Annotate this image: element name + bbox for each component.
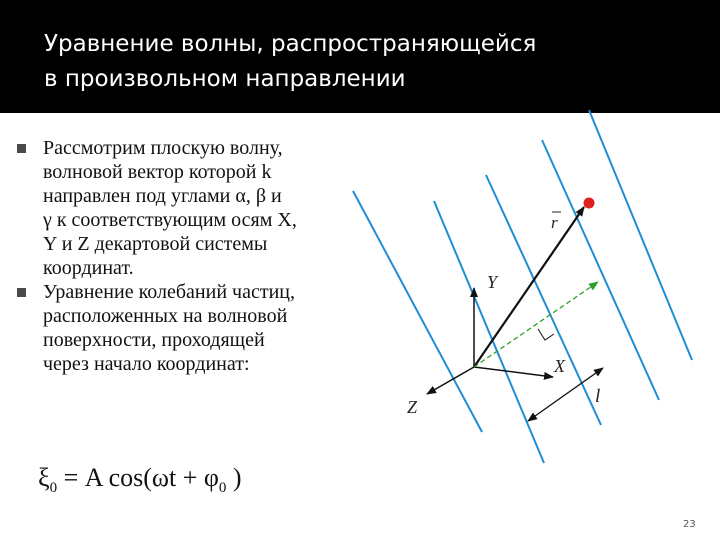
wavefront-line [434, 201, 544, 463]
bullet-line: Y и Z декартовой системы [43, 233, 268, 255]
formula-lhs: ξ [38, 463, 50, 492]
wavefront-line [353, 191, 482, 432]
formula-rhs: = A cos(ωt + φ [57, 463, 219, 492]
bullet-line: γ к соответствующим осям X, [43, 209, 297, 231]
bullet-line: направлен под углами α, β и [43, 185, 282, 207]
slide-title-line: в произвольном направлении [44, 66, 406, 92]
bullet-line: через начало координат: [43, 353, 250, 375]
x-axis-label: X [554, 356, 565, 376]
oscillation-formula [38, 463, 242, 497]
z-axis-label: Z [407, 397, 418, 417]
slide-title-line: Уравнение волны, распространяющейся [44, 31, 537, 57]
formula-lhs-subscript: 0 [49, 480, 58, 497]
y-axis-label: Y [487, 272, 498, 292]
bullet-line: координат. [43, 257, 134, 279]
wavefront-line [589, 110, 692, 360]
formula-rhs-close: ) [226, 463, 242, 492]
bullet-line: волновой вектор которой k [43, 161, 272, 183]
l-label: l [595, 386, 601, 407]
x-axis-arrow [474, 367, 553, 377]
right-angle-mark [538, 329, 554, 340]
bullet-line: поверхности, проходящей [43, 329, 265, 351]
wave-vector-arrow [474, 282, 598, 367]
r-label: r [551, 213, 558, 232]
bullet-line: расположенных на волновой [43, 305, 288, 327]
page-number: 23 [683, 519, 696, 530]
formula-rhs-subscript: 0 [218, 480, 227, 497]
bullet-line: Рассмотрим плоскую волну, [43, 137, 283, 159]
bullet-line: Уравнение колебаний частиц, [43, 281, 296, 303]
observation-point [584, 198, 595, 209]
wavefront-line [486, 175, 601, 425]
